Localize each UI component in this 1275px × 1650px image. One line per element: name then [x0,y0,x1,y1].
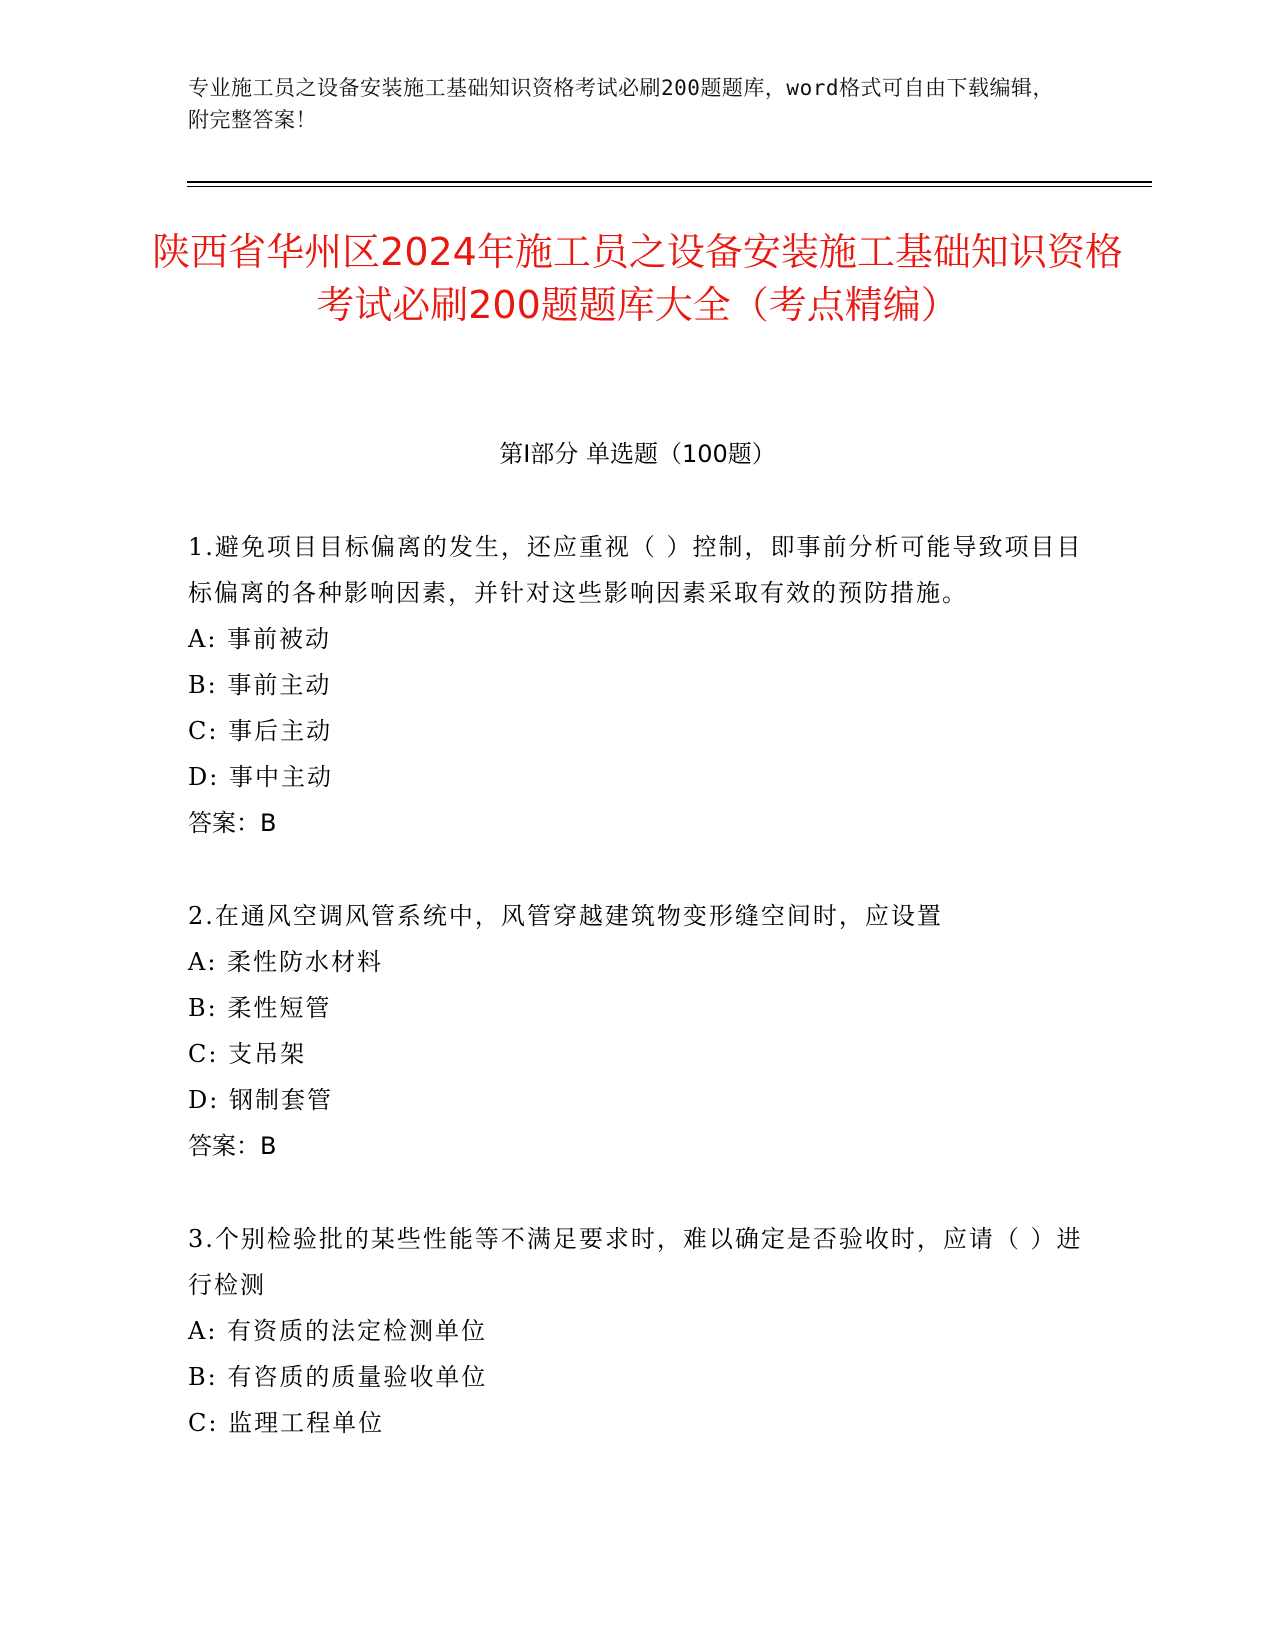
option-b: B: 柔性短管 [188,994,332,1022]
option-d: D: 钢制套管 [188,1086,333,1114]
option-a: A: 有资质的法定检测单位 [188,1317,488,1345]
option-b: B: 事前主动 [188,671,332,699]
question-stem: 2.在通风空调风管系统中，风管穿越建筑物变形缝空间时，应设置 [188,902,943,930]
option-b: B: 有咨质的质量验收单位 [188,1363,488,1391]
question-stem: 1.避免项目目标偏离的发生，还应重视（ ）控制，即事前分析可能导致项目目标偏离的各种影响因素，并针对这些影响因素采取有效的预防措施。 [188,533,1083,607]
question-stem: 3.个别检验批的某些性能等不满足要求时，难以确定是否验收时，应请（ ）进行检测 [188,1225,1083,1299]
option-a: A: 柔性防水材料 [188,948,384,976]
question-2 [188,893,1088,1169]
question-1 [188,524,1088,846]
header-divider [187,181,1152,187]
header-note: 专业施工员之设备安装施工基础知识资格考试必刷200题题库，word格式可自由下载编辑，附完整答案！ [188,76,1054,132]
question-list [188,524,1088,1493]
answer: 答案：B [188,1132,277,1160]
option-c: C: 事后主动 [188,717,333,745]
document-title: 陕西省华州区2024年施工员之设备安装施工基础知识资格考试必刷200题题库大全（考点精编） [152,230,1123,327]
option-a: A: 事前被动 [188,625,332,653]
section-heading: 第Ⅰ部分 单选题（100题） [499,440,776,468]
option-d: D: 事中主动 [188,763,333,791]
question-3 [188,1216,1088,1446]
option-c: C: 支吊架 [188,1040,307,1068]
option-c: C: 监理工程单位 [188,1409,385,1437]
answer: 答案：B [188,809,277,837]
